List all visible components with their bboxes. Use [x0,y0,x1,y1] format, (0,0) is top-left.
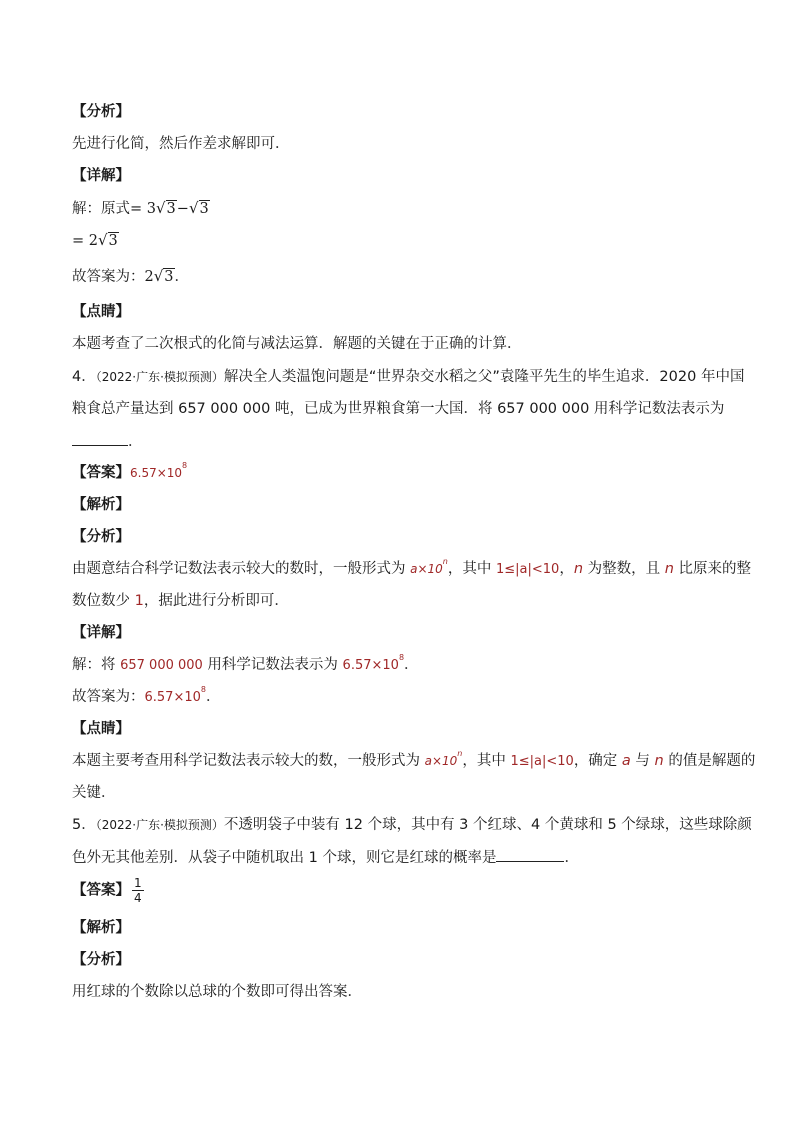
q4-analysis-cond: 1≤|a|<10 [495,562,560,577]
q4-question-line2: 粮食总产量达到 657 000 000 吨，已成为世界粮食第一大国．将 657 000 000 用科学记数法表示为 [72,401,725,417]
q4-analysis-line2b: ，据此进行分析即可． [143,593,289,609]
q3-answer [72,266,189,287]
fraction-denominator: 4 [134,891,142,905]
q4-comment-p2: ，其中 [462,753,511,769]
q4-detail-p1: 解：将 [72,657,121,673]
q4-comment-line1 [72,751,755,772]
q5-solution-label: 【解析】 [72,920,130,936]
q5-analysis-text: 用红球的个数除以总球的个数即可得出答案． [72,984,362,1000]
q4-final-answer [72,687,220,708]
q4-detail-exp: 8 [398,653,405,662]
q3-answer-coef: 2 [144,269,154,285]
q4-question-end: ． [128,434,143,450]
minus-sign: − [176,201,189,217]
q3-comment-label: 【点睛】 [72,304,130,320]
q4-analysis-one: 1 [134,593,144,609]
fraction-numerator: 1 [134,876,142,890]
q5-question-line2 [72,847,579,868]
q5-question-text2: 色外无其他差别．从袋子中随机取出 1 个球，则它是红球的概率是 [72,850,497,866]
q4-comment-p1: 本题主要考查用科学记数法表示较大的数，一般形式为 [72,753,425,769]
q4-answer-exp: 8 [182,461,188,470]
sqrt-symbol: √3 [188,199,209,217]
q4-number: 4． [72,369,96,385]
q4-comment-n: n [654,753,664,769]
q4-comment-line2: 关键． [72,785,116,801]
q4-final-prefix: 故答案为： [72,689,145,705]
sqrt-symbol: √3 [155,199,176,217]
q4-analysis-p5: 比原来的整 [673,561,752,577]
q4-final-val: 6.57×10 [144,690,201,705]
q4-question-line3 [72,431,143,452]
q4-detail-line [72,655,419,676]
q4-analysis-line1 [72,559,751,580]
q4-comment-p4: 与 [630,753,655,769]
q4-final-exp: 8 [200,685,206,694]
q3-analysis-label: 【分析】 [72,104,130,120]
q4-answer-label: 【答案】 [72,465,130,481]
q3-analysis-text: 先进行化简，然后作差求解即可． [72,136,290,152]
q3-detail-label: 【详解】 [72,168,130,184]
q4-comment-a: a [621,753,631,769]
q3-detail-prefix: 解：原式 [72,201,130,217]
q4-comment-label: 【点睛】 [72,721,130,737]
q4-analysis-p2: ，其中 [447,561,496,577]
q5-number: 5． [72,817,96,833]
q4-comment-form-exp: n [457,749,463,758]
q4-analysis-form: a×10 [410,562,443,576]
q4-analysis-p1: 由题意结合科学记数法表示较大的数时，一般形式为 [72,561,411,577]
q4-detail-val: 6.57×10 [342,658,399,673]
q3-step2-eq: = 2 [72,233,98,249]
q4-detail-label: 【详解】 [72,625,130,641]
q5-answer [72,876,144,905]
q4-answer-value: 6.57×10 [130,466,183,480]
q4-solution-label: 【解析】 [72,497,130,513]
q3-step1-eq: = 3 [130,201,156,217]
q3-comment-text: 本题考查了二次根式的化简与减法运算．解题的关键在于正确的计算． [72,336,522,352]
q5-question-line1 [72,815,752,835]
q4-final-end: ． [205,689,221,705]
q5-question-end: ． [564,850,579,866]
answer-fraction [132,876,144,905]
q4-analysis-p4: 为整数，且 [583,561,665,577]
q4-question-text1: 解决全人类温饱问题是“世界杂交水稻之父”袁隆平先生的毕生追求．2020 年中国 [223,369,745,385]
q4-question-line1 [72,367,744,387]
q4-analysis-n: n [573,561,584,577]
q4-analysis-line2a: 数位数少 [72,593,135,609]
q4-analysis-label: 【分析】 [72,529,130,545]
q4-analysis-p3: ， [559,561,574,577]
q4-detail-end: ． [404,657,419,673]
sqrt-symbol: √3 [97,231,118,249]
q4-comment-p3: ，确定 [573,753,622,769]
q4-detail-p2: 用科学记数法表示为 [202,657,343,673]
q5-analysis-label: 【分析】 [72,952,130,968]
q5-source: （2022·广东·模拟预测） [95,818,224,832]
q4-comment-form: a×10 [424,754,458,768]
q4-detail-num: 657 000 000 [120,658,203,673]
sqrt-symbol: √3 [153,267,174,285]
q4-analysis-line2 [72,591,289,611]
q4-answer [72,463,187,483]
q3-step2 [72,230,119,251]
q4-source: （2022·广东·模拟预测） [95,370,224,384]
q4-analysis-form-exp: n [442,557,448,566]
q5-question-text1: 不透明袋子中装有 12 个球，其中有 3 个红球、4 个黄球和 5 个绿球，这些球除颜 [223,817,752,833]
q4-comment-p5: 的值是解题的 [663,753,756,769]
q4-comment-cond: 1≤|a|<10 [510,754,574,769]
q3-answer-prefix: 故答案为： [72,269,145,285]
q3-answer-suffix: ． [174,269,190,285]
answer-blank[interactable] [72,431,128,446]
answer-blank[interactable] [496,847,564,862]
q3-step1 [72,198,210,219]
q4-analysis-n2: n [664,561,674,577]
q5-answer-label: 【答案】 [72,882,130,899]
